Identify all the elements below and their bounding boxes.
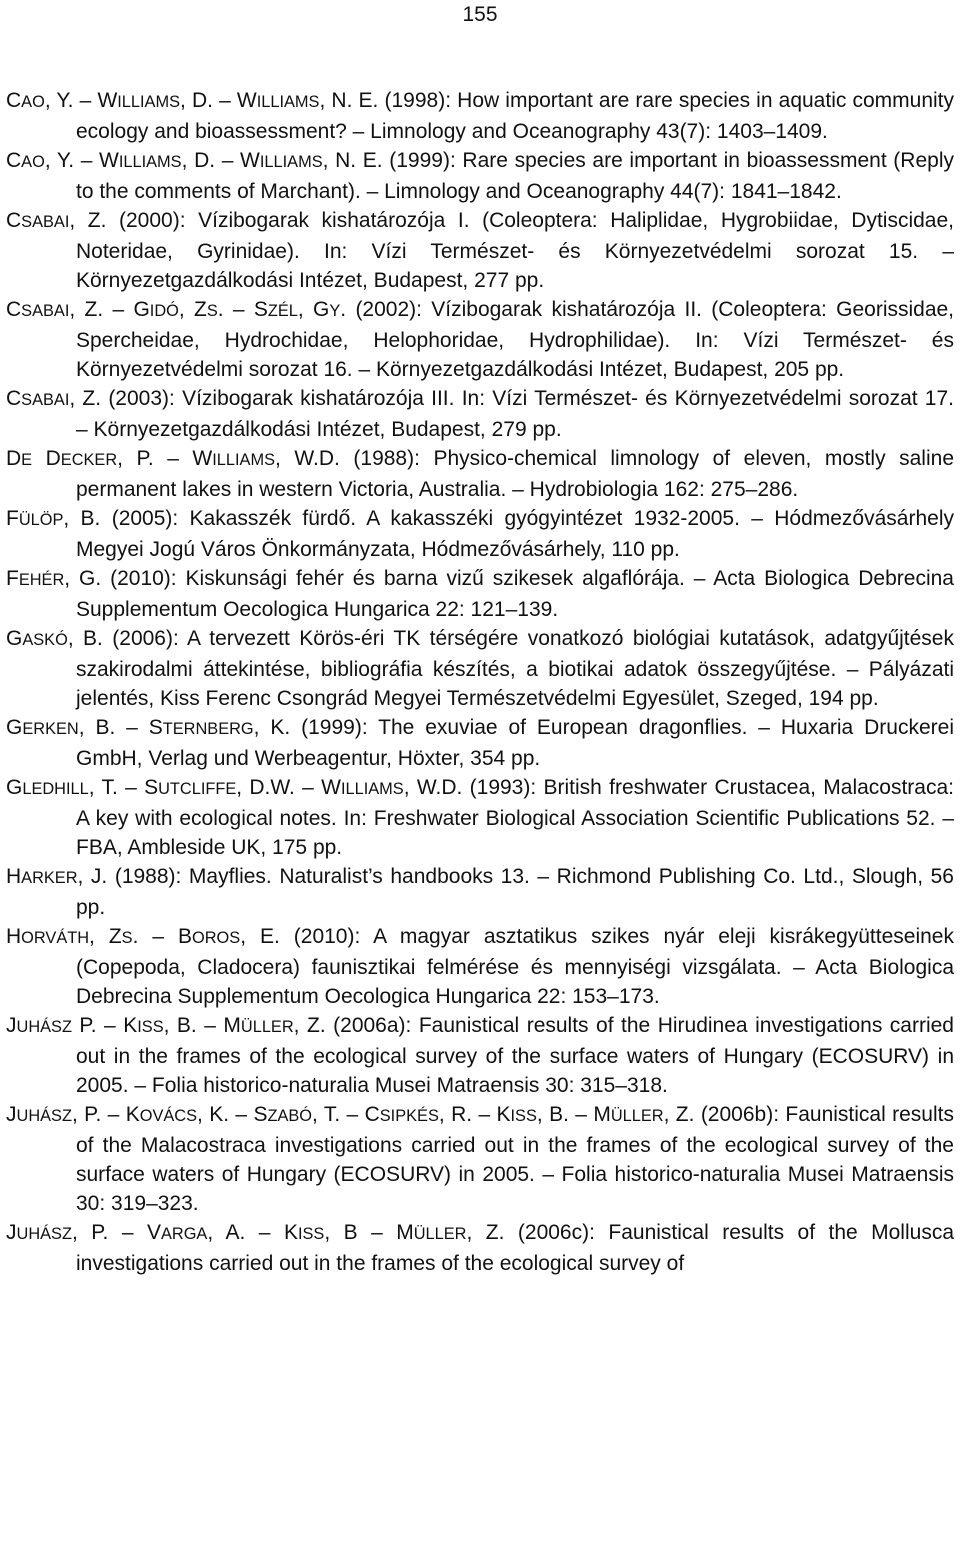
author-initial: S: [253, 298, 268, 321]
reference-entry: [6, 773, 954, 862]
author-initial: C: [6, 298, 22, 321]
reference-body: (2000): Vízibogarak kishatározója I. (Coleoptera: Haliplidae, Hygrobiidae, Dytiscidae, Noteridae, Gyrinidae). In: Vízi Természet- és Környezetvédelmi sorozat 15. – Környezetgazdálkodási Intézet, Budapest, 277 pp.: [76, 209, 954, 292]
author-separator: , J.: [77, 865, 115, 888]
author-initial: W: [99, 149, 119, 172]
reference-authors: [6, 567, 110, 590]
reference-authors: [6, 298, 355, 321]
author-initial: M: [396, 1221, 414, 1244]
reference-body: (1988): Physico-chemical limnology of eleven, mostly saline permanent lakes in western Victoria, Australia. – Hydrobiologia 162: 275–286.: [76, 447, 954, 501]
author-separator: .: [340, 298, 356, 321]
author-separator: , B –: [324, 1221, 397, 1244]
author-smallcaps: ILLIAMS: [256, 93, 320, 111]
author-smallcaps: Y: [329, 302, 341, 320]
author-separator: , Z: [89, 925, 122, 948]
author-smallcaps: AO: [21, 93, 45, 111]
author-smallcaps: OVÁCS: [139, 1107, 197, 1125]
reference-body: (2010): A magyar asztatikus szikes nyár eleji kisrákegyütteseinek (Copepoda, Cladocera) faunisztikai felmérése és mennyiségi vizsgálata. – Acta Biologica Debrecina Supplementum Oecologica Hungarica 22: 153–173.: [76, 925, 954, 1008]
author-separator: , B. –: [163, 1014, 224, 1037]
author-smallcaps: ÜLLER: [413, 1225, 467, 1243]
reference-authors: [6, 865, 115, 888]
author-smallcaps: UHÁSZ: [16, 1107, 72, 1125]
reference-body: (2010): Kiskunsági fehér és barna vizű szikesek algaflórája. – Acta Biologica Debrecina Supplementum Oecologica Hungarica 22: 121–139.: [76, 567, 954, 621]
author-separator: , B. –: [536, 1103, 594, 1126]
author-separator: P. –: [71, 1014, 124, 1037]
author-separator: , K. –: [197, 1103, 254, 1126]
reference-entry: [6, 564, 954, 624]
author-initial: W: [192, 447, 213, 470]
author-initial: W: [321, 776, 341, 799]
author-separator: , G: [297, 298, 330, 321]
author-separator: , T. –: [312, 1103, 365, 1126]
author-initial: K: [496, 1103, 511, 1126]
reference-entry: [6, 206, 954, 295]
author-separator: . –: [132, 925, 178, 948]
author-initial: C: [6, 387, 22, 410]
author-initial: C: [6, 149, 22, 172]
reference-body: (2006a): Faunistical results of the Hirudinea investigations carried out in the frames of the ecological survey of the surface waters of Hungary (ECOSURV) in 2005. – Folia historico-naturalia Musei Matraensis 30: 315–318.: [76, 1014, 954, 1097]
author-separator: , Z.: [69, 209, 119, 232]
reference-entry: [6, 922, 954, 1011]
author-separator: , Z.: [293, 1014, 334, 1037]
author-separator: , R. –: [438, 1103, 497, 1126]
reference-body: (2003): Vízibogarak kishatározója III. In: Vízi Természet- és Környezetvédelmi sorozat 17. – Környezetgazdálkodási Intézet, Budapest, 279 pp.: [76, 387, 954, 441]
author-initial: G: [133, 298, 150, 321]
reference-body: (2006): A tervezett Körös-éri TK térségére vonatkozó biológiai kutatások, adatgyűjtések szakirodalmi áttekintése, bibliográfia készítés, a biotikai adatok összegyűjtése. – Pályázati jelentés, Kiss Ferenc Csongrád Megyei Természetvédelmi Egyesület, Szeged, 194 pp.: [76, 627, 954, 710]
author-separator: [32, 447, 46, 470]
author-smallcaps: ISS: [510, 1107, 537, 1125]
author-smallcaps: ÜLLER: [610, 1107, 664, 1125]
reference-authors: [6, 925, 294, 948]
author-smallcaps: ILLIAMS: [118, 153, 182, 171]
page-number: 155: [462, 3, 498, 26]
reference-entry: [6, 444, 954, 504]
reference-body: (2006c): Faunistical results of the Mollusca investigations carried out in the frames of the ecological survey of: [76, 1221, 955, 1275]
reference-entry: [6, 146, 954, 206]
reference-entry: [6, 713, 954, 773]
author-separator: , D. –: [180, 89, 237, 112]
author-smallcaps: EHÉR: [18, 571, 65, 589]
author-initial: F: [6, 567, 19, 590]
author-separator: , G.: [64, 567, 111, 590]
reference-entry: [6, 862, 954, 922]
author-initial: G: [6, 776, 23, 799]
author-separator: , T. –: [88, 776, 145, 799]
author-smallcaps: IDÓ: [149, 302, 179, 320]
author-smallcaps: SIPKÉS: [379, 1107, 439, 1125]
author-separator: , D. –: [181, 149, 241, 172]
reference-authors: [6, 507, 112, 530]
author-separator: , B.: [67, 627, 113, 650]
author-smallcaps: E: [21, 451, 33, 469]
reference-authors: [6, 149, 389, 172]
author-smallcaps: UTCLIFFE: [158, 780, 237, 798]
author-initial: J: [6, 1221, 17, 1244]
author-separator: , N. E.: [322, 149, 390, 172]
author-smallcaps: ORVÁTH: [21, 929, 90, 947]
author-separator: , Z.: [69, 387, 109, 410]
author-smallcaps: LEDHILL: [22, 780, 89, 798]
author-smallcaps: ÜLLER: [240, 1018, 294, 1036]
author-separator: , A. –: [207, 1221, 284, 1244]
author-smallcaps: UHÁSZ: [16, 1018, 72, 1036]
reference-entry: [6, 1100, 954, 1218]
author-smallcaps: ILLIAMS: [340, 780, 404, 798]
reference-entry: [6, 1218, 954, 1278]
author-initial: K: [125, 1103, 140, 1126]
reference-entry: [6, 1011, 954, 1100]
author-separator: , K.: [253, 716, 302, 739]
author-initial: S: [148, 716, 163, 739]
reference-authors: [6, 627, 112, 650]
author-smallcaps: UHÁSZ: [16, 1225, 72, 1243]
author-smallcaps: SABAI: [21, 391, 70, 409]
author-separator: , Z. –: [69, 298, 134, 321]
author-initial: K: [283, 1221, 298, 1244]
reference-body: (1998): How important are rare species in aquatic community ecology and bioassessment? – Limnology and Oceanography 43(7): 1403–1409.: [76, 89, 954, 143]
author-smallcaps: ZÉL: [267, 302, 298, 320]
author-separator: , Z: [178, 298, 207, 321]
reference-body: (2006b): Faunistical results of the Malacostraca investigations carried out in the frames of the ecological survey of the surface waters of Hungary (ECOSURV) in 2005. – Folia historico-naturalia Musei Matraensis 30: 319–323.: [76, 1103, 954, 1215]
author-smallcaps: ISS: [297, 1225, 325, 1243]
author-smallcaps: ERKEN: [22, 720, 79, 738]
reference-body: (1999): The exuviae of European dragonflies. – Huxaria Druckerei GmbH, Verlag und Werbeagentur, Höxter, 354 pp.: [76, 716, 954, 770]
author-initial: M: [593, 1103, 611, 1126]
author-initial: W: [97, 89, 118, 112]
reference-entry: [6, 504, 954, 564]
author-initial: D: [6, 447, 22, 470]
reference-authors: [6, 1221, 518, 1244]
author-separator: , N. E.: [319, 89, 385, 112]
author-initial: S: [144, 776, 159, 799]
author-smallcaps: AO: [21, 153, 45, 171]
author-initial: S: [253, 1103, 268, 1126]
reference-body: (1999): Rare species are important in bioassessment (Reply to the comments of Marchant). – Limnology and Oceanography 44(7): 1841–1842.: [76, 149, 954, 203]
author-initial: H: [6, 925, 22, 948]
reference-authors: [6, 387, 108, 410]
author-separator: , B.: [63, 507, 112, 530]
author-initial: W: [236, 89, 257, 112]
author-smallcaps: S: [121, 929, 133, 947]
author-smallcaps: ECKER: [60, 451, 118, 469]
author-smallcaps: ÜLÖP: [18, 511, 64, 529]
author-initial: H: [6, 865, 22, 888]
author-initial: W: [240, 149, 260, 172]
author-smallcaps: SABAI: [21, 302, 70, 320]
author-initial: C: [6, 89, 22, 112]
author-separator: , P. –: [117, 447, 193, 470]
reference-authors: [6, 447, 353, 470]
author-smallcaps: ASKÓ: [22, 631, 68, 649]
author-initial: M: [223, 1014, 241, 1037]
author-smallcaps: ISS: [137, 1018, 164, 1036]
author-smallcaps: S: [206, 302, 218, 320]
reference-authors: [6, 776, 470, 799]
author-smallcaps: ARKER: [21, 869, 78, 887]
author-initial: B: [177, 925, 192, 948]
author-separator: , D.W. –: [236, 776, 322, 799]
author-separator: , Y. –: [44, 149, 100, 172]
reference-body: (1993): British freshwater Crustacea, Malacostraca: A key with ecological notes. In: Freshwater Biological Association Scientific Publications 52. – FBA, Ambleside UK, 175 pp.: [76, 776, 954, 859]
author-initial: C: [364, 1103, 380, 1126]
author-smallcaps: ARGA: [160, 1225, 208, 1243]
author-smallcaps: ILLIAMS: [117, 93, 181, 111]
reference-authors: [6, 89, 385, 112]
author-separator: , Y. –: [44, 89, 98, 112]
author-smallcaps: TERNBERG: [162, 720, 254, 738]
author-initial: K: [123, 1014, 138, 1037]
author-separator: , P. –: [71, 1103, 126, 1126]
author-separator: , Z.: [466, 1221, 518, 1244]
author-separator: , B. –: [78, 716, 149, 739]
author-initial: V: [146, 1221, 161, 1244]
author-initial: G: [6, 716, 23, 739]
author-smallcaps: ZABÓ: [267, 1107, 313, 1125]
reference-entry: [6, 384, 954, 444]
author-smallcaps: ILLIAMS: [259, 153, 323, 171]
reference-entry: [6, 86, 954, 146]
reference-authors: [6, 716, 301, 739]
reference-authors: [6, 1014, 333, 1037]
author-initial: G: [6, 627, 23, 650]
reference-authors: [6, 1103, 701, 1126]
reference-body: (2005): Kakasszék fürdő. A kakasszéki gyógyintézet 1932-2005. – Hódmezővásárhely Megyei Jogú Város Önkormányzata, Hódmezővásárhely, 110 pp.: [76, 507, 954, 561]
author-initial: J: [6, 1014, 17, 1037]
reference-authors: [6, 209, 119, 232]
author-separator: , E.: [240, 925, 294, 948]
author-separator: , P. –: [71, 1221, 147, 1244]
author-initial: C: [6, 209, 22, 232]
reference-list: [6, 86, 954, 1278]
author-separator: , Z.: [663, 1103, 701, 1126]
author-separator: . –: [217, 298, 254, 321]
author-initial: D: [45, 447, 61, 470]
author-smallcaps: ILLIAMS: [212, 451, 275, 469]
reference-entry: [6, 624, 954, 713]
author-separator: , W.D.: [403, 776, 470, 799]
reference-body: (1988): Mayflies. Naturalist’s handbooks 13. – Richmond Publishing Co. Ltd., Slough, 56 pp.: [76, 865, 954, 919]
reference-body: (2002): Vízibogarak kishatározója II. (Coleoptera: Georissidae, Spercheidae, Hydrochidae, Helophoridae, Hydrophilidae). In: Vízi Természet- és Környezetvédelmi sorozat 16. – Környezetgazdálkodási Intézet, Budapest, 205 pp.: [76, 298, 955, 381]
author-initial: F: [6, 507, 19, 530]
author-smallcaps: OROS: [192, 929, 241, 947]
author-separator: , W.D.: [275, 447, 354, 470]
author-smallcaps: SABAI: [21, 213, 70, 231]
author-initial: J: [6, 1103, 17, 1126]
reference-entry: [6, 295, 954, 384]
